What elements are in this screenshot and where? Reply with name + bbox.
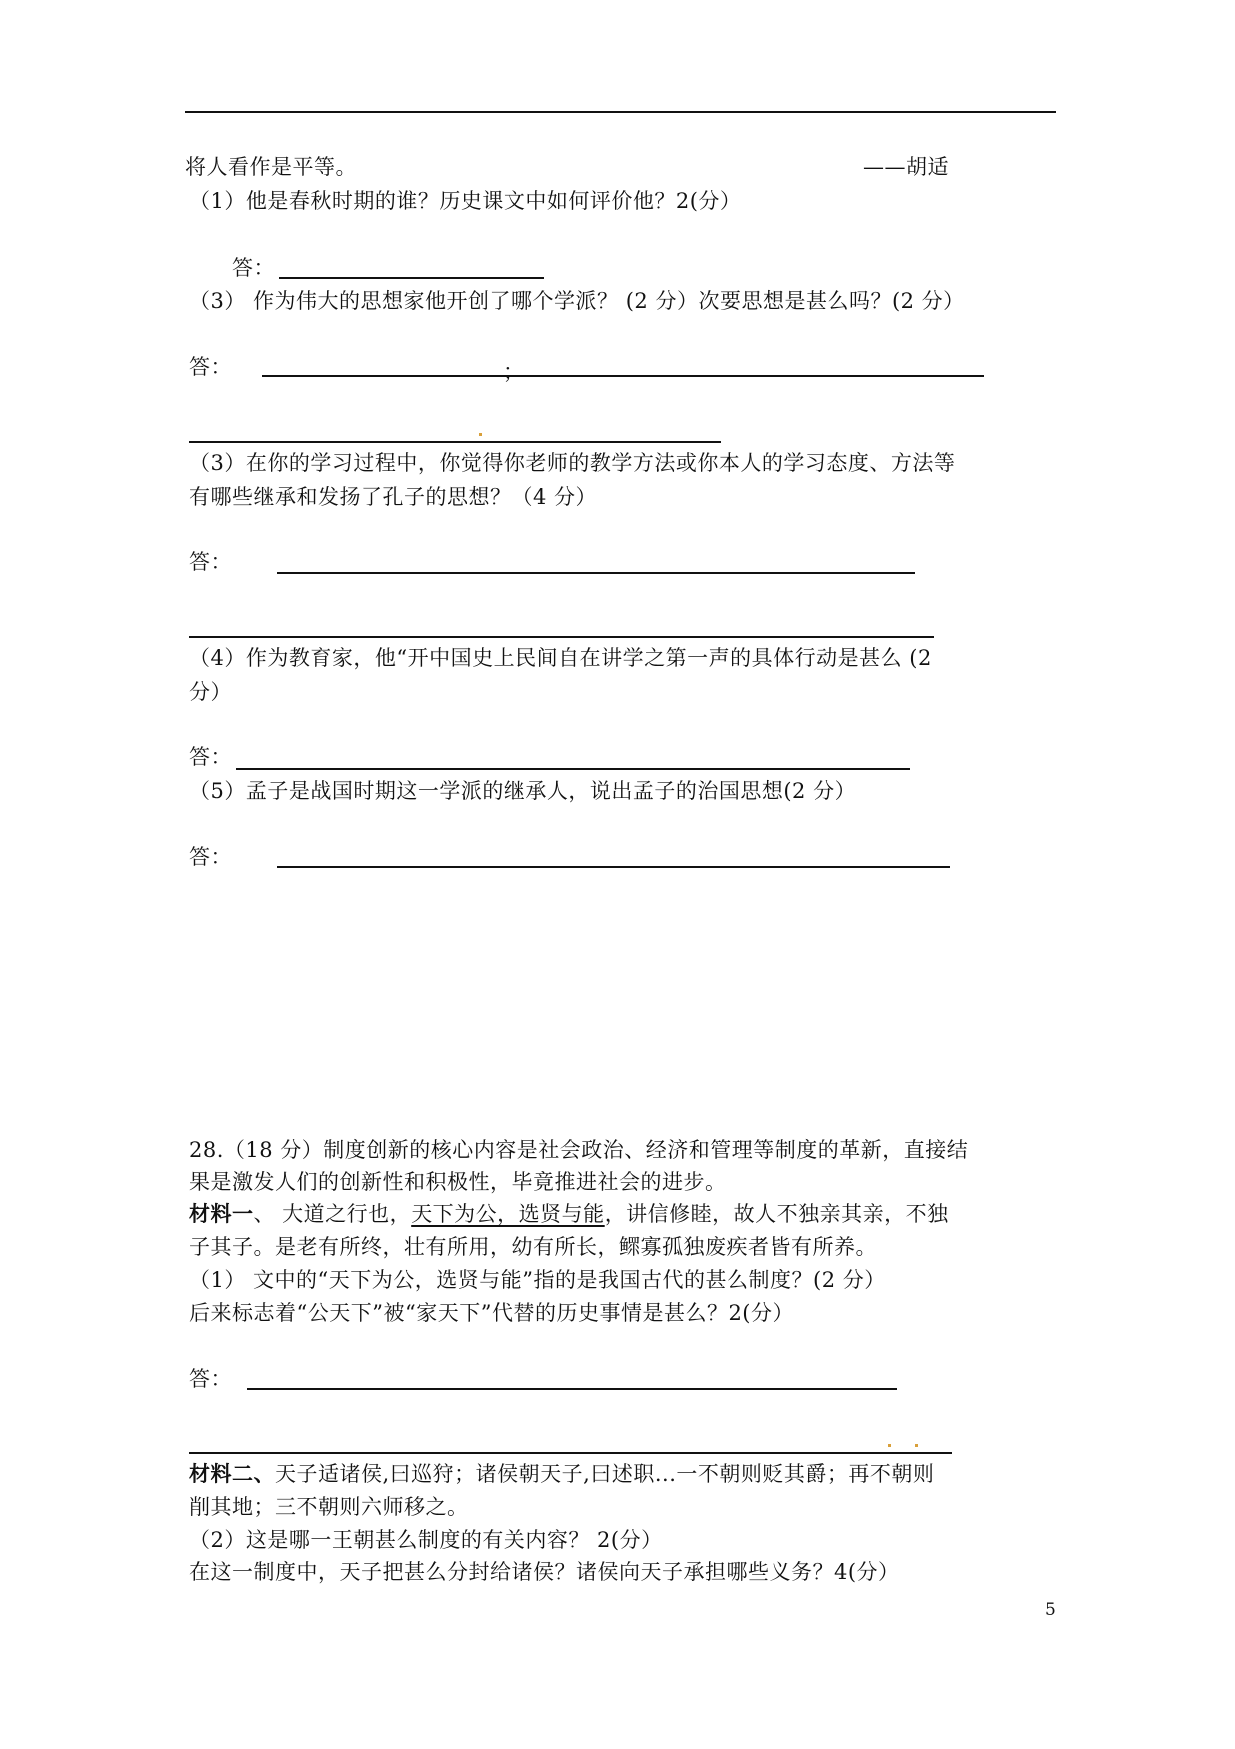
answer-line[interactable]	[277, 866, 950, 868]
q28-sub1-line1: （1） 文中的“天下为公，选贤与能”指的是我国古代的甚么制度？(2 分）	[189, 1268, 886, 1292]
answer-label: 答：	[189, 845, 232, 869]
q27-sub3-line1: （3）在你的学习过程中，你觉得你老师的教学方法或你本人的学习态度、方法等	[189, 451, 956, 475]
quote-author: ——胡适	[863, 155, 949, 179]
material-2-line1	[189, 1460, 934, 1488]
q28-sub2-line1: （2）这是哪一王朝甚么制度的有关内容？ 2(分）	[189, 1528, 663, 1552]
material-2-label: 材料二、	[189, 1461, 275, 1486]
answer-line[interactable]	[247, 1388, 897, 1390]
q27-sub2: （3） 作为伟大的思想家他开创了哪个学派？ (2 分）次要思想是甚么吗？(2 分）	[189, 289, 965, 313]
answer-line[interactable]	[279, 277, 544, 279]
material-1-underlined: 天下为公，选贤与能	[411, 1202, 605, 1226]
q28-intro-line2: 果是激发人们的创新性和积极性，毕竟推进社会的进步。	[189, 1170, 727, 1194]
page-number: 5	[1045, 1600, 1056, 1620]
material-1-line2: 子其子。是老有所终，壮有所用，幼有所长，鳏寡孤独废疾者皆有所养。	[189, 1235, 877, 1259]
material-2-text: 天子适诸侯,曰巡狩；诸侯朝天子,曰述职...一不朝则贬其爵；再不朝则	[275, 1462, 935, 1486]
quote-line: 将人看作是平等。	[185, 155, 357, 179]
answer-line[interactable]	[189, 1452, 952, 1454]
speck-mark	[479, 433, 482, 436]
answer-label: 答：	[232, 256, 275, 280]
material-1-rest: ，讲信修睦，故人不独亲其亲，不独	[604, 1202, 949, 1226]
answer-label: 答：	[189, 745, 232, 769]
q27-sub5: （5）孟子是战国时期这一学派的继承人，说出孟子的治国思想(2 分）	[189, 779, 857, 803]
q28-sub1-line2: 后来标志着“公天下”被“家天下”代替的历史事情是甚么？2(分）	[189, 1301, 794, 1325]
answer-line[interactable]	[189, 636, 934, 638]
q28-sub2-line2: 在这一制度中，天子把甚么分封给诸侯？诸侯向天子承担哪些义务？4(分）	[189, 1560, 900, 1584]
speck-mark	[915, 1444, 918, 1447]
material-2-line2: 削其地；三不朝则六师移之。	[189, 1495, 469, 1519]
answer-line[interactable]	[262, 375, 984, 377]
answer-line[interactable]	[189, 441, 721, 443]
answer-label: 答：	[189, 1367, 232, 1391]
answer-line[interactable]	[236, 768, 910, 770]
q27-sub3-line2: 有哪些继承和发扬了孔子的思想？（4 分）	[189, 485, 598, 509]
material-1-sep: 、 大道之行也，	[253, 1202, 412, 1226]
q27-sub4-line2: 分）	[189, 680, 232, 704]
answer-label: 答：	[189, 550, 232, 574]
q27-sub4-line1: （4）作为教育家，他“开中国史上民间自在讲学之第一声的具体行动是甚么 (2	[189, 646, 932, 670]
material-1-line1	[189, 1200, 949, 1228]
answer-separator: ；	[503, 360, 525, 384]
answer-line[interactable]	[277, 572, 915, 574]
material-1-label: 材料一	[189, 1201, 254, 1226]
q28-intro-line1: 28.（18 分）制度创新的核心内容是社会政治、经济和管理等制度的革新，直接结	[189, 1138, 969, 1162]
q27-sub1: （1）他是春秋时期的谁？历史课文中如何评价他？2(分）	[189, 189, 742, 213]
speck-mark	[888, 1444, 891, 1447]
answer-label: 答：	[189, 355, 232, 379]
header-rule	[185, 111, 1056, 113]
